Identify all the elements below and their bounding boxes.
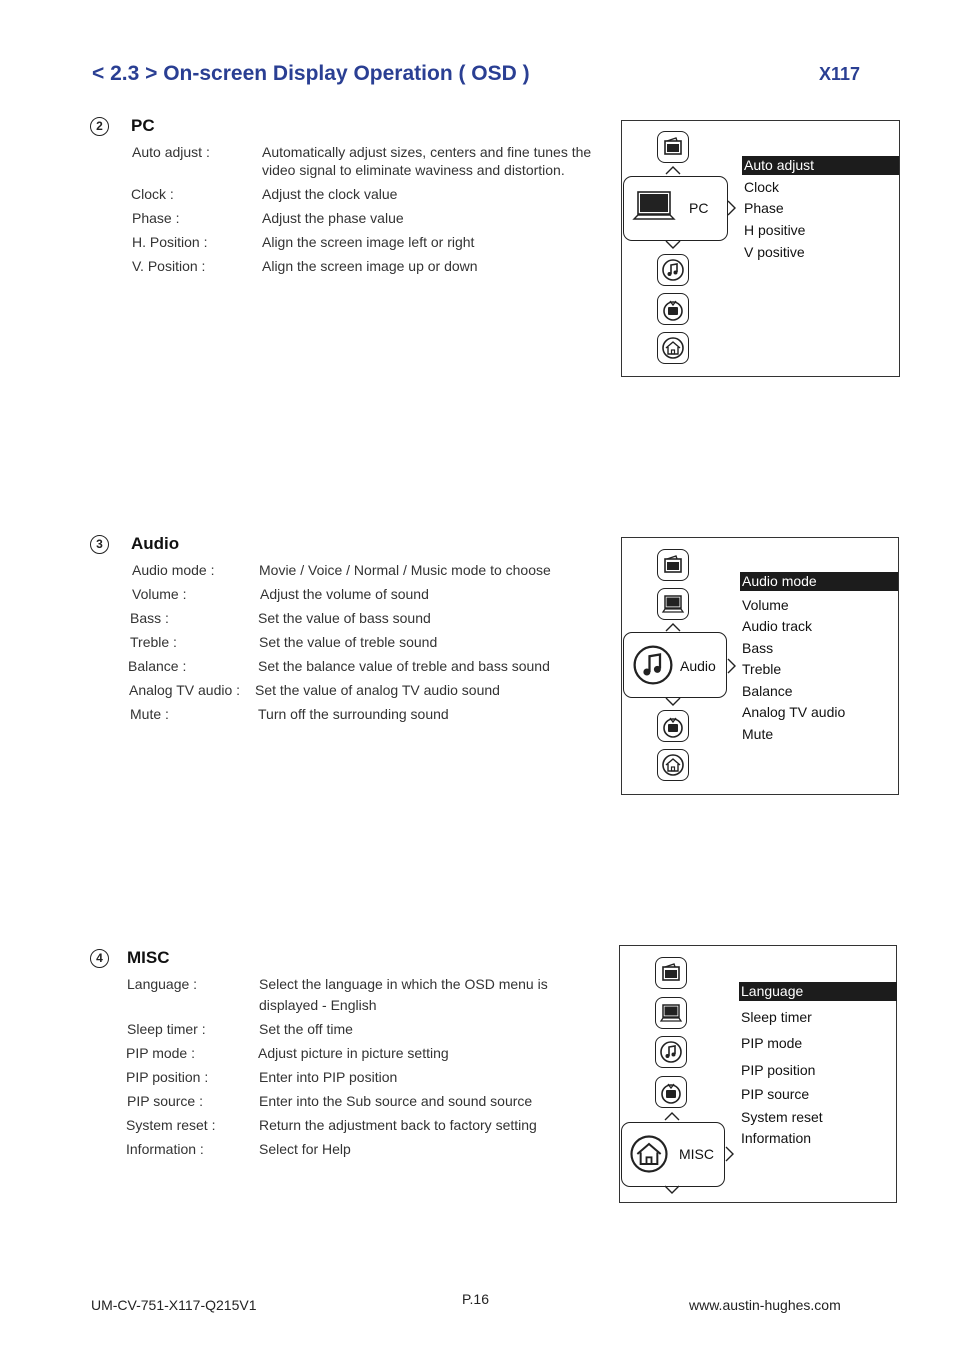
row-desc: Movie / Voice / Normal / Music mode to choose (259, 562, 551, 578)
row-desc: Select the language in which the OSD menu is (259, 976, 548, 992)
row-desc: Set the balance value of treble and bass sound (258, 658, 550, 674)
row-desc: Enter into the Sub source and sound source (259, 1093, 533, 1109)
home-icon (629, 1134, 669, 1174)
row-label: Phase : (132, 210, 180, 226)
osd-item[interactable]: Auto adjust (742, 156, 899, 175)
tv-icon[interactable] (657, 293, 689, 325)
osd-item[interactable]: Bass (742, 640, 774, 656)
row-desc: Adjust picture in picture setting (258, 1045, 449, 1061)
music-note-icon[interactable] (657, 254, 689, 286)
music-note-icon[interactable] (655, 1036, 687, 1068)
picture-icon[interactable] (657, 549, 689, 581)
row-desc: Enter into PIP position (259, 1069, 398, 1085)
osd-item[interactable]: Clock (744, 179, 780, 195)
row-label: Sleep timer : (127, 1021, 206, 1037)
row-label: Auto adjust : (132, 144, 210, 160)
osd-item[interactable]: System reset (741, 1109, 823, 1125)
osd-item[interactable]: Mute (742, 726, 774, 742)
osd-menu-misc (619, 945, 897, 1203)
home-icon[interactable] (657, 332, 689, 364)
row-label: Audio mode : (132, 562, 215, 578)
chevron-down-icon (665, 240, 681, 250)
osd-active-label: PC (689, 200, 709, 216)
row-label: Bass : (130, 610, 169, 626)
section-header-audio (90, 534, 179, 554)
row-desc: Turn off the surrounding sound (258, 706, 449, 722)
chevron-down-icon (664, 1185, 680, 1195)
osd-item[interactable]: Balance (742, 683, 793, 699)
row-label: PIP mode : (126, 1045, 196, 1061)
row-label: Information : (126, 1141, 204, 1157)
osd-active-pc[interactable] (623, 176, 728, 241)
pc-monitor-icon[interactable] (657, 588, 689, 620)
osd-item[interactable]: Information (741, 1130, 812, 1146)
row-label: PIP source : (127, 1093, 204, 1109)
osd-item[interactable]: Audio mode (740, 572, 898, 591)
row-label: Balance : (128, 658, 187, 674)
section-title: Audio (131, 534, 180, 553)
osd-active-label: Audio (680, 658, 716, 674)
document-id: UM-CV-751-X117-Q215V1 (91, 1297, 257, 1313)
row-desc: video signal to eliminate waviness and distortion. (262, 162, 565, 178)
music-note-icon (632, 644, 674, 686)
row-desc: Return the adjustment back to factory setting (259, 1117, 537, 1133)
osd-item[interactable]: Treble (742, 661, 782, 677)
osd-item[interactable]: Volume (742, 597, 789, 613)
osd-active-label: MISC (679, 1146, 714, 1162)
osd-active-audio[interactable] (623, 632, 727, 698)
section-title: MISC (127, 948, 170, 967)
osd-item[interactable]: Analog TV audio (742, 704, 846, 720)
row-desc: Select for Help (259, 1141, 351, 1157)
chevron-down-icon (665, 697, 681, 707)
tv-icon[interactable] (657, 710, 689, 742)
row-desc: Automatically adjust sizes, centers and fine tunes the (262, 144, 592, 160)
osd-item[interactable]: Phase (744, 200, 784, 216)
row-label: Treble : (130, 634, 177, 650)
chevron-right-icon (724, 1146, 734, 1162)
section-header-pc (90, 116, 155, 136)
row-desc: Set the value of treble sound (259, 634, 438, 650)
chevron-right-icon (726, 200, 736, 216)
section-number: 3 (90, 535, 109, 554)
row-label: Language : (127, 976, 198, 992)
osd-item[interactable]: PIP position (741, 1062, 816, 1078)
osd-item[interactable]: PIP mode (741, 1035, 803, 1051)
osd-item[interactable]: Audio track (742, 618, 813, 634)
row-label: V. Position : (132, 258, 206, 274)
row-label: System reset : (126, 1117, 216, 1133)
row-desc: Adjust the clock value (262, 186, 398, 202)
tv-icon[interactable] (655, 1076, 687, 1108)
row-desc: Adjust the phase value (262, 210, 404, 226)
osd-item[interactable]: PIP source (741, 1086, 810, 1102)
row-desc: Align the screen image up or down (262, 258, 478, 274)
section-title: PC (131, 116, 155, 135)
row-desc: Align the screen image left or right (262, 234, 475, 250)
row-desc: displayed - English (259, 997, 377, 1013)
row-label: H. Position : (132, 234, 208, 250)
osd-item[interactable]: Sleep timer (741, 1009, 812, 1025)
row-label: PIP position : (126, 1069, 209, 1085)
page-title: < 2.3 > On-screen Display Operation ( OSD ) (92, 62, 530, 85)
row-label: Analog TV audio : (129, 682, 241, 698)
picture-icon[interactable] (655, 957, 687, 989)
model-name: X117 (819, 64, 861, 84)
row-label: Volume : (132, 586, 187, 602)
section-number: 4 (90, 949, 109, 968)
osd-item[interactable]: H positive (744, 222, 806, 238)
row-desc: Set the off time (259, 1021, 353, 1037)
row-desc: Set the value of bass sound (258, 610, 431, 626)
osd-active-misc[interactable] (621, 1122, 725, 1187)
pc-monitor-icon[interactable] (655, 997, 687, 1029)
row-desc: Adjust the volume of sound (260, 586, 429, 602)
website-link[interactable]: www.austin-hughes.com (689, 1297, 841, 1313)
page-number: P.16 (462, 1291, 489, 1307)
osd-item[interactable]: Language (739, 982, 897, 1001)
chevron-right-icon (726, 658, 736, 674)
section-header-misc (90, 948, 170, 968)
osd-menu-audio (621, 537, 899, 795)
row-desc: Set the value of analog TV audio sound (255, 682, 500, 698)
pc-monitor-icon (632, 189, 676, 225)
osd-menu-pc (621, 120, 900, 377)
row-label: Mute : (130, 706, 169, 722)
osd-item[interactable]: V positive (744, 244, 805, 260)
row-label: Clock : (131, 186, 174, 202)
section-number: 2 (90, 117, 109, 136)
home-icon[interactable] (657, 749, 689, 781)
picture-icon[interactable] (657, 131, 689, 163)
